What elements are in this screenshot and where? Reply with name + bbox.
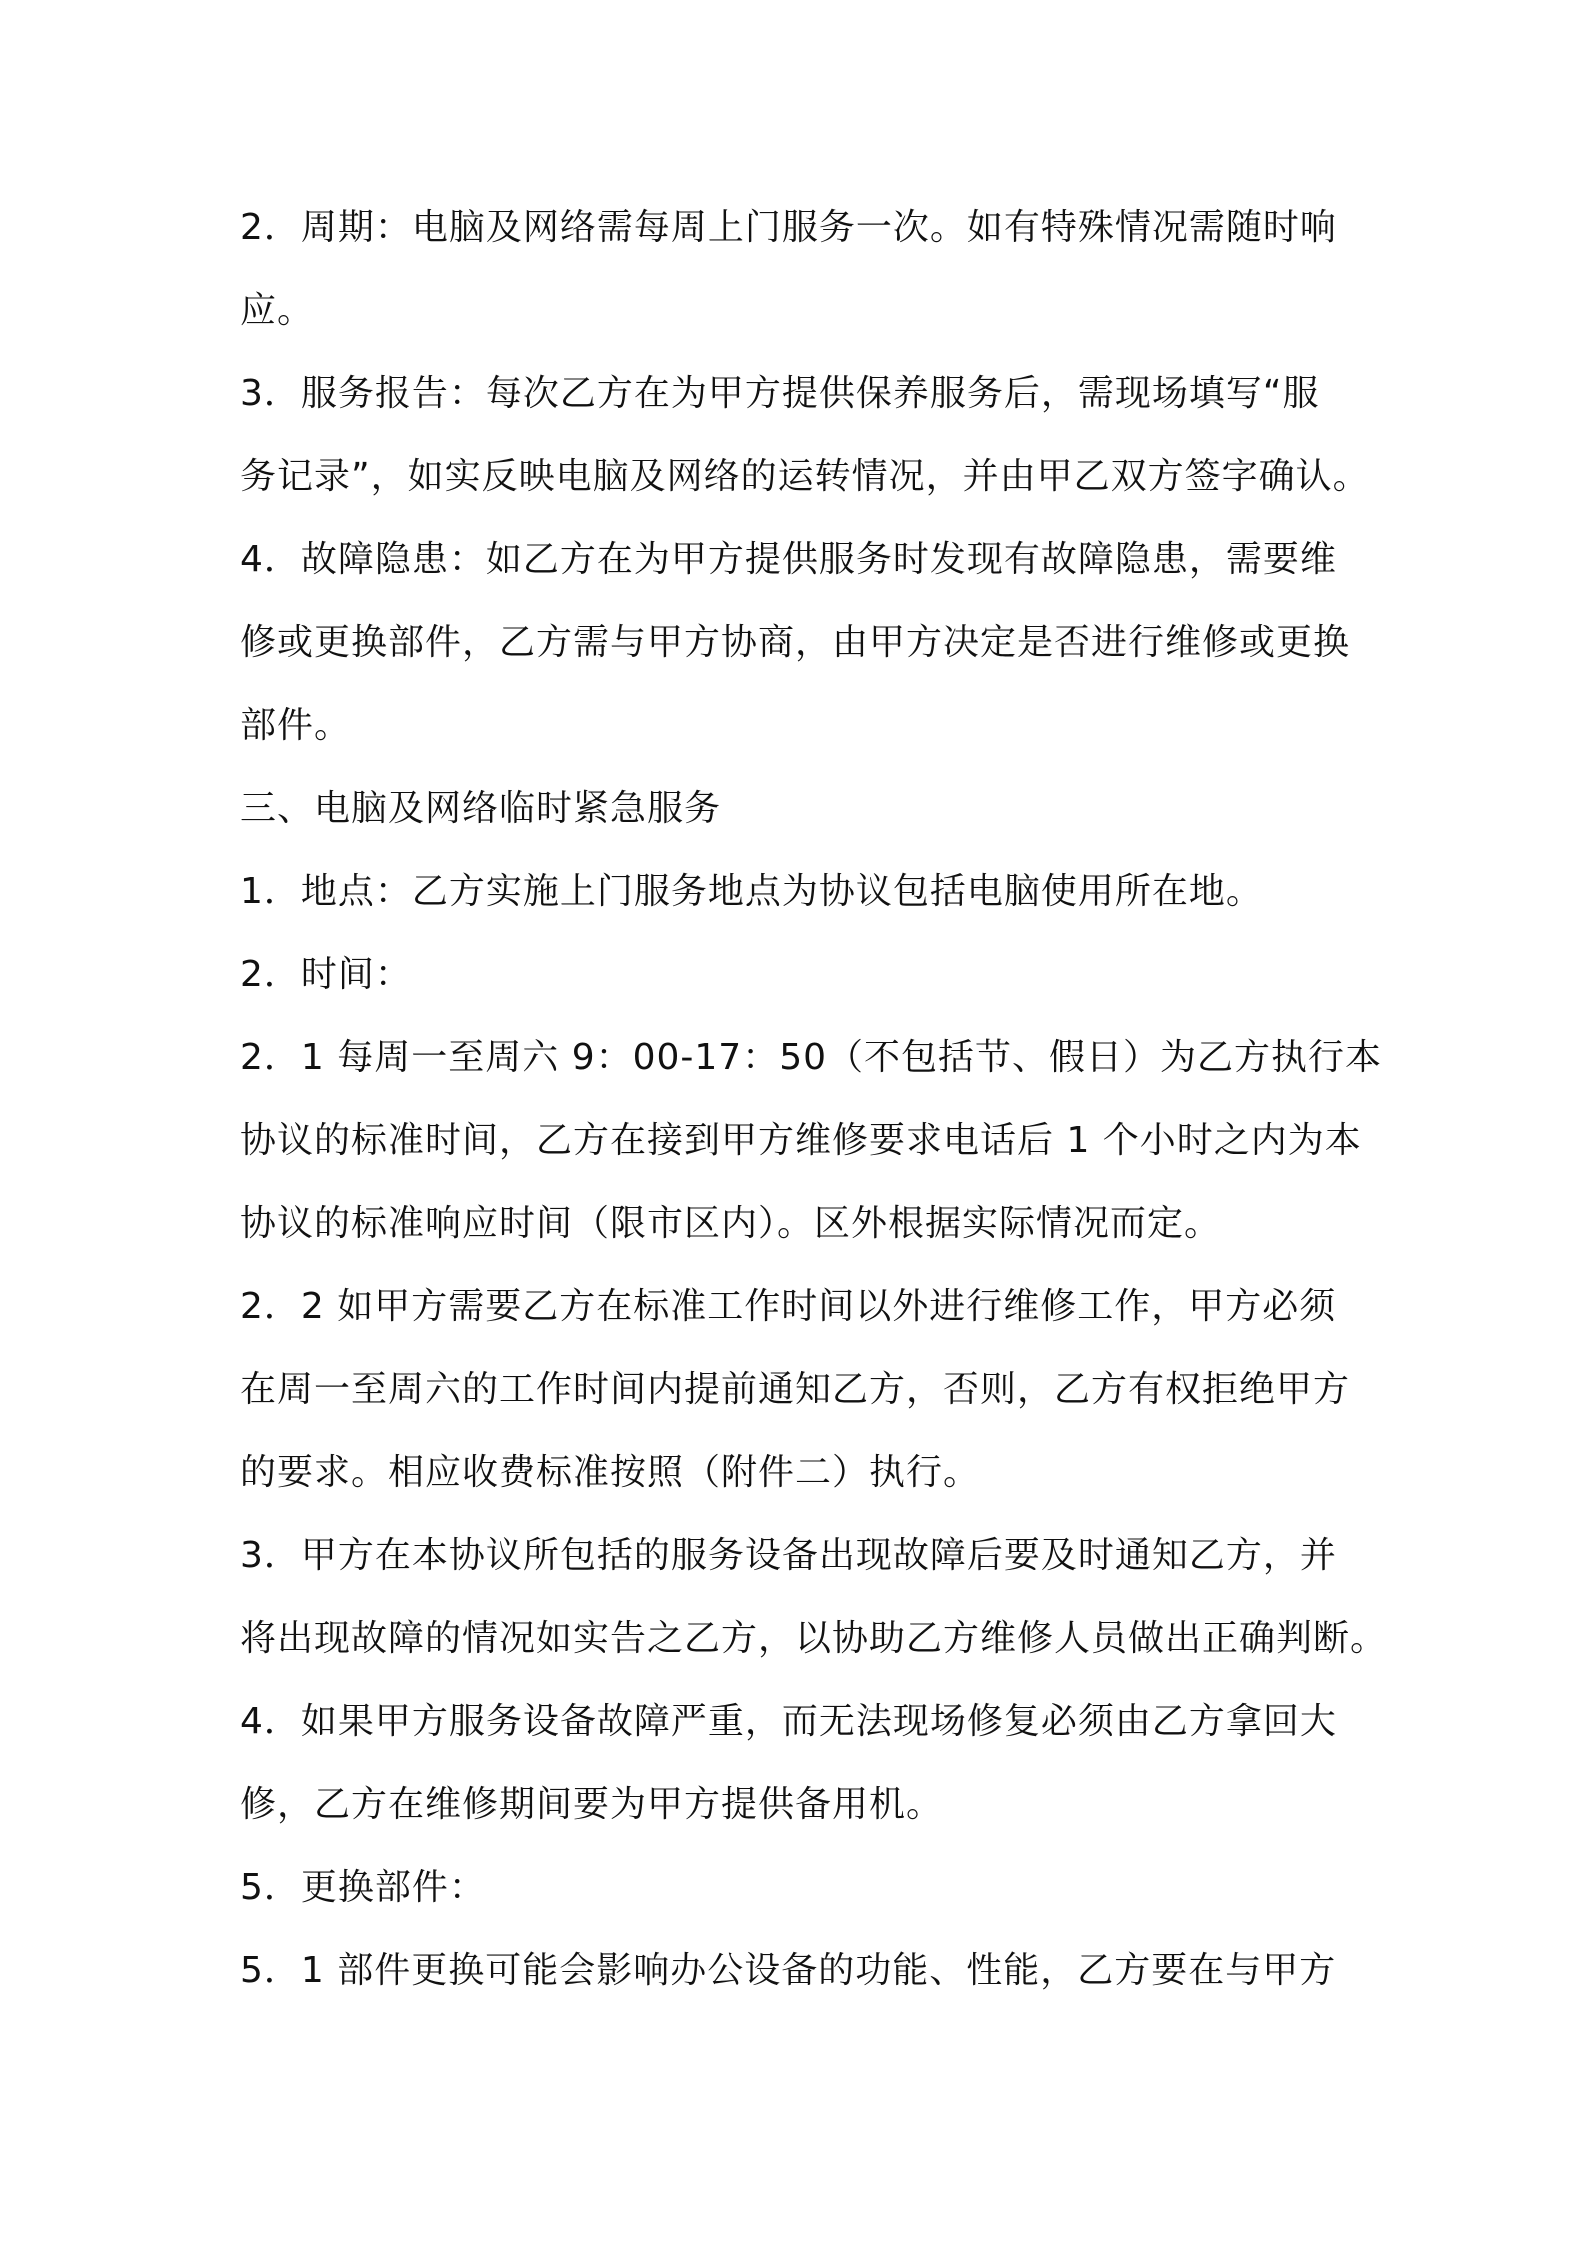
paragraph-service-report xyxy=(240,352,1370,518)
paragraph-overtime-repair xyxy=(240,1265,1370,1514)
text-line: 将出现故障的情况如实告之乙方，以协助乙方维修人员做出正确判断。 xyxy=(240,1618,1388,1659)
text-line: 2．2 如甲方需要乙方在标准工作时间以外进行维修工作，甲方必须 xyxy=(240,1286,1337,1327)
text-line: 2．1 每周一至周六 9：00-17：50（不包括节、假日）为乙方执行本 xyxy=(240,1037,1383,1078)
text-line: 2．时间： xyxy=(240,954,412,995)
paragraph-major-repair xyxy=(240,1680,1370,1846)
text-line: 部件。 xyxy=(240,705,352,746)
paragraph-fault-hazard xyxy=(240,518,1370,767)
text-line: 协议的标准时间，乙方在接到甲方维修要求电话后 1 个小时之内为本 xyxy=(240,1120,1362,1161)
text-line: 1．地点：乙方实施上门服务地点为协议包括电脑使用所在地。 xyxy=(240,871,1263,912)
paragraph-parts-replacement xyxy=(240,1846,1370,1929)
paragraph-location xyxy=(240,850,1370,933)
text-line: 5．1 部件更换可能会影响办公设备的功能、性能，乙方要在与甲方 xyxy=(240,1950,1337,1991)
text-line: 4．故障隐患：如乙方在为甲方提供服务时发现有故障隐患，需要维 xyxy=(240,539,1337,580)
paragraph-service-cycle xyxy=(240,186,1370,352)
paragraph-time xyxy=(240,933,1370,1016)
text-line: 协议的标准响应时间（限市区内）。区外根据实际情况而定。 xyxy=(240,1203,1222,1244)
paragraph-standard-time xyxy=(240,1016,1383,1265)
text-line: 修或更换部件，乙方需与甲方协商，由甲方决定是否进行维修或更换 xyxy=(240,622,1351,663)
text-line: 5．更换部件： xyxy=(240,1867,486,1908)
text-line: 在周一至周六的工作时间内提前通知乙方，否则，乙方有权拒绝甲方 xyxy=(240,1369,1351,1410)
text-line: 3．服务报告：每次乙方在为甲方提供保养服务后，需现场填写“服 xyxy=(240,373,1320,414)
document-page xyxy=(240,186,1388,2012)
text-line: 务记录”，如实反映电脑及网络的运转情况，并由甲乙双方签字确认。 xyxy=(240,456,1370,497)
text-line: 4．如果甲方服务设备故障严重，而无法现场修复必须由乙方拿回大 xyxy=(240,1701,1337,1742)
text-line: 的要求。相应收费标准按照（附件二）执行。 xyxy=(240,1452,981,1493)
text-line: 应。 xyxy=(240,290,315,331)
section-heading: 三、电脑及网络临时紧急服务 xyxy=(240,788,722,829)
text-line: 3．甲方在本协议所包括的服务设备出现故障后要及时通知乙方，并 xyxy=(240,1535,1337,1576)
paragraph-parts-impact xyxy=(240,1929,1370,2012)
text-line: 修，乙方在维修期间要为甲方提供备用机。 xyxy=(240,1784,944,1825)
section-heading-emergency-service xyxy=(240,767,1370,850)
text-line: 2．周期：电脑及网络需每周上门服务一次。如有特殊情况需随时响 xyxy=(240,207,1337,248)
paragraph-fault-notice xyxy=(240,1514,1388,1680)
